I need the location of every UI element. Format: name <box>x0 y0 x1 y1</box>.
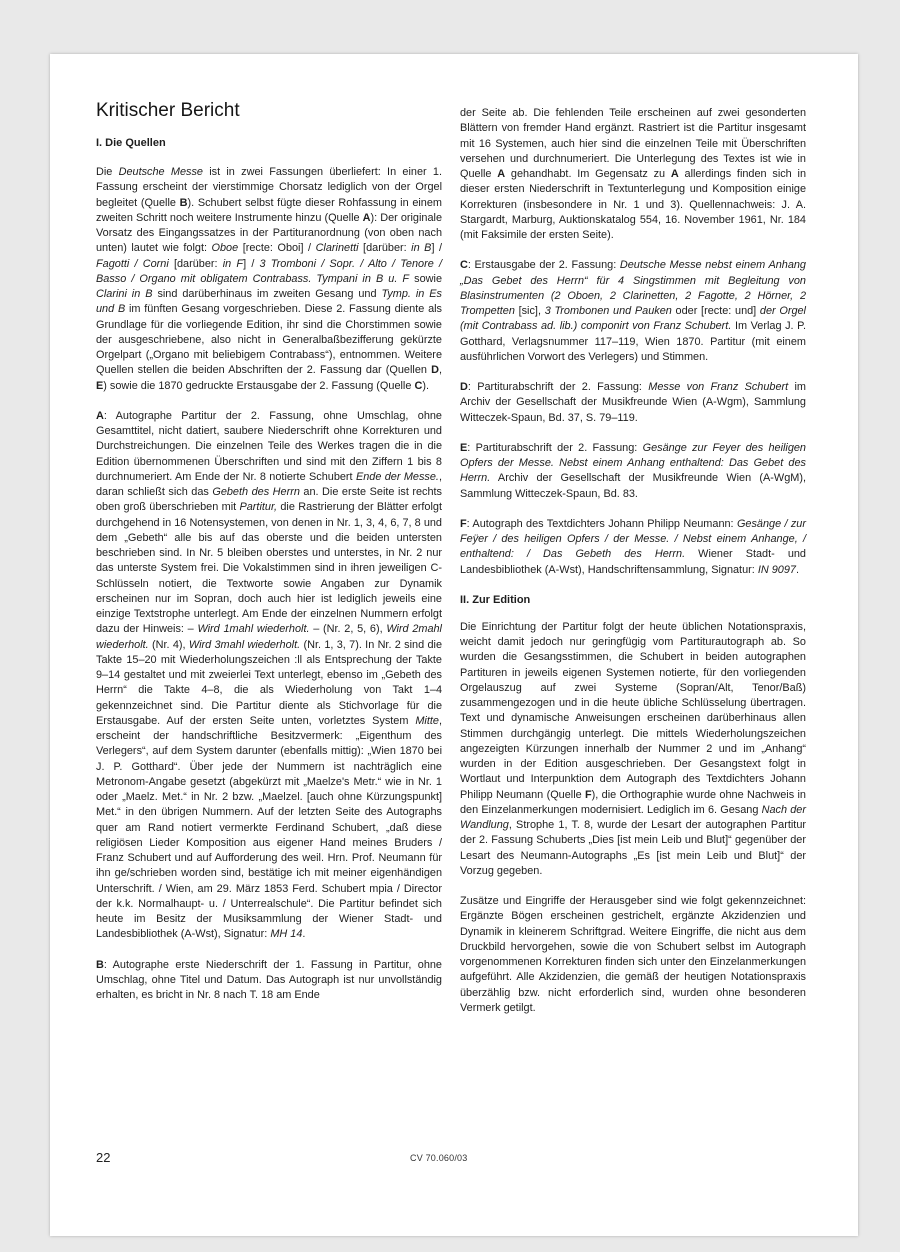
source-b-label: B <box>96 958 104 971</box>
source-a-paragraph: A: Autographe Partitur der 2. Fassung, ohne Umschlag, ohne Gesamttitel, nicht datiert, saubere Niederschrift ohne Korrekturen und Durchstreichungen. Die einzelnen Teile des Werkes tragen die in die Edition übernommenen Überschriften und sind mit den Ziffern 1 bis 8 durchnumeriert. Am Ende der Nr. 8 notierte Schubert Ende der Messe., daran schließt sich das Gebeth des Herrn an. Die erste Seite ist rechts oben groß überschrieben mit Partitur, die Rastrierung der Blätter erfolgt durchgehend in 16 Notensystemen, von denen in Nr. 1, 3, 4, 6, 7, 8 und dem „Gebeth“ alle bis auf das oberste und die beiden untersten beschrieben sind. In Nr. 5 bleiben oberstes und unterstes, in Nr. 2 nur das unterste System frei. Die Vokalstimmen sind in ihren jeweiligen C-Schlüsseln notiert, die Textworte sowie Angaben zur Dynamik erscheinen nur im Sopran, doch auch hier ist lediglich jeweils eine einzige Textstrophe unterlegt. Am Ende der einzelnen Nummern erfolgt dazu der Hinweis: – Wird 1mahl wiederholt. – (Nr. 2, 5, 6), Wird 2mahl wiederholt. (Nr. 4), Wird 3mahl wiederholt. (Nr. 1, 3, 7). In Nr. 2 sind die Takte 15–20 mit Wiederholungszeichen :ll als Entsprechung der Takte 9–14 gestaltet und mit zweierlei Text unterlegt, ebenso im „Gebeth des Herrn“ die Takte 4–8, die als Wiederholung von Takt 1–4 gekennzeichnet sind. Die Partitur diente als Stichvorlage für die Erstausgabe. Auf der ersten Seite unten, vorletztes System Mitte, erscheint der handschriftliche Besitzvermerk: „Eigenthum des Verlegers“, auf dem System darunter (ebenfalls mittig): „Wien 1870 bei J. P. Gotthard“. Über jede der Nummern ist nachträglich eine Metronom-Angabe gesetzt (abgekürzt mit „Maelze's Metr.“ wie in Nr. 1 oder „Maelz. Met.“ in Nr. 2 bzw. „Maelzel. [auch ohne Kürzungspunkt] Met.“ in den übrigen Nummern. Auf der letzten Seite des Autographs quer am Rand notiert vermerkte Ferdinand Schubert, „daß diese religiösen Lieder Komposition aus eigener Hand meines Bruders / Franz Schubert und auf Aufforderung des weil. Hrn. Prof. Neumann für ihn ge/schrieben worden sind, bestätige ich mit meiner eigenhändigen Unterschrift. / Wien, am 29. März 1853 Ferd. Schubert mpia / Director der k.k. Normalhaupt- u. / Unterrealschule“. Die Partitur befindet sich heute im Besitz der Musiksammlung der Wiener Stadt- und Landesbibliothek (A-Wst), Signatur: MH 14. <box>96 409 443 941</box>
source-e-paragraph: E: Partiturabschrift der 2. Fassung: Gesänge zur Feyer des heiligen Opfers der Messe. Nebst einem Anhang enthaltend: Das Gebet des Herrn. Archiv der Gesellschaft der Musikfreunde Wien (A-WgM), Sammlung Witteczek-Spaun, Bd. 83. <box>460 441 806 500</box>
intro-paragraph: Die Deutsche Messe ist in zwei Fassungen überliefert: In einer 1. Fassung erscheint der vierstimmige Chorsatz lediglich von der Orgel begleitet (Quelle B). Schubert selbst fügte dieser Rohfassung in einem zweiten Schritt noch weitere Instrumente hinzu (Quelle A): Der originale Vorsatz des Eingangssatzes in der Partituranordnung (von oben nach unten) lautet wie folgt: Oboe [recte: Oboi] / Clarinetti [darüber: in B] / Fagotti / Corni [darüber: in F] / 3 Tromboni / Sopr. / Alto / Tenore / Basso / Organo mit obligatem Contrabass. Tympani in B u. F sowie Clarini in B sind darüberhinaus im zweiten Gesang und Tymp. in Es und B im fünften Gesang vorgeschrieben. Diese 2. Fassung diente als Grundlage für die vorliegende Edition, ihr sind die Chorstimmen sowie der ausgeschriebene, also nicht in Generalbaßbezifferung gekürzte Orgelpart („Organo mit beliebigem Contrabass“), entnommen. Weitere Quellen stellen die beiden Abschriften der 2. Fassung dar (Quellen D, E) sowie die 1870 gedruckte Erstausgabe der 2. Fassung (Quelle C). <box>96 166 443 392</box>
source-b-paragraph: B: Autographe erste Niederschrift der 1. Fassung in Partitur, ohne Umschlag, ohne Titel und Datum. Das Autograph ist nur unvollständig erhalten, es bricht in Nr. 8 nach T. 18 am Ende <box>96 958 442 1001</box>
source-f-paragraph: F: Autograph des Textdichters Johann Philipp Neumann: Gesänge / zur Feÿer / des heiligen Opfers / der Messe. / Nebst einem Anhange, / enthaltend: / Das Gebeth des Herrn. Wiener Stadt- und Landesbibliothek (A-Wst), Handschriftensammlung, Signatur: IN 9097. <box>460 517 806 576</box>
source-c-label: C <box>460 259 468 272</box>
right-column <box>460 106 806 1031</box>
left-column <box>96 100 442 1018</box>
source-c-paragraph: C: Erstausgabe der 2. Fassung: Deutsche Messe nebst einem Anhang „Das Gebet des Herrn“ für 4 Singstimmen mit Begleitung von Blasinstrumenten (2 Oboen, 2 Clarinetten, 2 Fagotte, 2 Hörner, 2 Trompetten [sic], 3 Trombonen und Pauken oder [recte: und] der Orgel (mit Contrabass ad. lib.) componirt von Franz Schubert. Im Verlag J. P. Gotthard, Verlagsnummer 117–119, Wien 1870. Partitur (mit einem ausführlichen Vorwort des Verlegers) und Stimmen. <box>460 259 806 363</box>
edition-paragraph-2: Zusätze und Eingriffe der Herausgeber sind wie folgt gekennzeichnet: Ergänzte Bögen erscheinen gestrichelt, ergänzte Akzidenzien und Dynamik in kleinerem Schriftgrad. Weitere Eingriffe, die nicht aus dem Druckbild hervorgehen, sowie die von Schubert selbst im Autograph vorgenommenen Korrekturen finden sich unter den Einzelanmerkungen aufgeführt. Alle Akzidenzien, die gemäß der heutigen Notationspraxis überzählig bzw. nicht erforderlich sind, wurden ohne besonderen Vermerk getilgt. <box>460 895 806 1014</box>
edition-paragraph-1: Die Einrichtung der Partitur folgt der heute üblichen Notationspraxis, weicht damit jedoch nur geringfügig vom Partiturautograph ab. So wurden die Gesangsstimmen, die Schubert in beiden autographen Partituren in jeweils eigenen Systemen notierte, für den vorliegenden Orgelauszug auf zwei Systeme (Sopran/Alt, Tenor/Baß) zusammengezogen und in die heute übliche Schlüsselung übertragen. Text und dynamische Anweisungen erscheinen darüberhinaus allen Stimmen durchgängig unterlegt. Die mittels Wiederholungszeichen angezeigten Kürzungen innerhalb der Nummer 2 und im „Anhang“ wurden in der Edition ausgeschrieben. Der Gesangstext folgt in Wortlaut und Interpunktion dem Autograph des Textdichters Johann Philipp Neumann (Quelle F), die Orthographie wurde ohne Nachweis in den Einzelanmerkungen modernisiert. Lediglich im 6. Gesang Nach der Wandlung, Strophe 1, T. 8, wurde der Lesart der autographen Partitur der 2. Fassung Schuberts „Dies [ist mein Leib und Blut]“ gegenüber der Lesart des Neumann-Autographs „Es [ist mein Leib und Blut]“ der Vorzug gegeben. <box>460 620 806 877</box>
source-d-paragraph: D: Partiturabschrift der 2. Fassung: Messe von Franz Schubert im Archiv der Gesellschaft der Musikfreunde Wien (A-Wgm), Sammlung Witteczek-Spaun, Bd. 37, S. 79–119. <box>460 381 806 424</box>
page-title: Kritischer Bericht <box>96 100 240 121</box>
section-heading-edition: II. Zur Edition <box>460 593 531 606</box>
source-b-continuation: der Seite ab. Die fehlenden Teile erscheinen auf zwei gesonderten Blättern von fremder Hand ergänzt. Rastriert ist die Partitur insgesamt mit 16 Systemen, auch hier sind die einzelnen Teile mit Überschriften versehen und durchnumeriert. Die Unterlegung des Textes ist wie in Quelle A gehandhabt. Im Gegensatz zu A allerdings finden sich in dieser ersten Niederschrift in Textunterlegung und Komposition einige Korrekturen (insbesondere in Nr. 1 und 3). Quellennachweis: J. A. Stargardt, Marburg, Auktionskatalog 554, 16. November 1961, Nr. 184 (mit Faksimile der ersten Seite). <box>460 107 806 241</box>
source-e-label: E <box>460 441 468 454</box>
catalog-number: CV 70.060/03 <box>410 1153 468 1163</box>
source-f-label: F <box>460 517 467 530</box>
page-number: 22 <box>96 1150 111 1165</box>
source-a-label: A <box>96 409 104 422</box>
section-heading-sources: I. Die Quellen <box>96 137 166 149</box>
document-page <box>50 54 858 1236</box>
source-d-label: D <box>460 381 468 393</box>
